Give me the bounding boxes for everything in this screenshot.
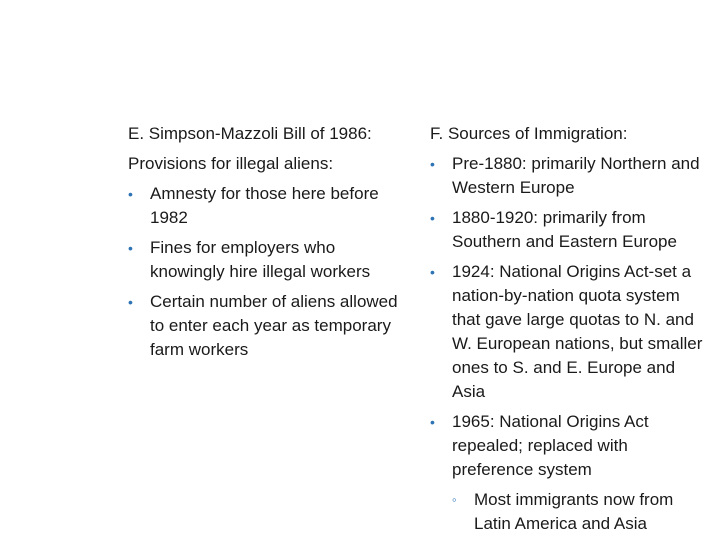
list-item-text: 1924: National Origins Act-set a nation-by-nation quota system that gave large quotas to N. and W. European nations, but smaller ones to S. and E. Europe and Asia [452,262,703,401]
bullet-icon: • [128,240,133,256]
right-column [430,122,705,542]
list-item [430,152,705,200]
list-item-text: Pre-1880: primarily Northern and Western Europe [452,154,700,197]
list-item [128,290,398,362]
bullet-icon: • [128,186,133,202]
right-bullet-list [430,152,705,536]
left-bullet-list [128,182,398,362]
list-item-text: 1965: National Origins Act repealed; replaced with preference system [452,412,649,479]
left-subheading: Provisions for illegal aliens: [128,154,334,173]
sub-bullet-icon: ◦ [452,492,457,507]
list-item [128,236,398,284]
list-item [128,182,398,230]
sub-list-item-text: Most immigrants now from Latin America and Asia [474,490,674,533]
bullet-icon: • [430,264,435,280]
bullet-icon: • [430,210,435,226]
list-item [430,410,705,536]
list-item-text: 1880-1920: primarily from Southern and Eastern Europe [452,208,677,251]
list-item-text: Certain number of aliens allowed to enter each year as temporary farm workers [150,292,398,359]
bullet-icon: • [128,294,133,310]
list-item-text: Fines for employers who knowingly hire illegal workers [150,238,371,281]
list-item [430,206,705,254]
left-column [128,122,398,368]
bullet-icon: • [430,414,435,430]
left-heading: E. Simpson-Mazzoli Bill of 1986: [128,124,372,143]
bullet-icon: • [430,156,435,172]
list-item [430,260,705,404]
list-item-text: Amnesty for those here before 1982 [150,184,379,227]
right-heading: F. Sources of Immigration: [430,124,628,143]
sub-list-item [452,488,705,536]
sub-bullet-list [452,488,705,536]
